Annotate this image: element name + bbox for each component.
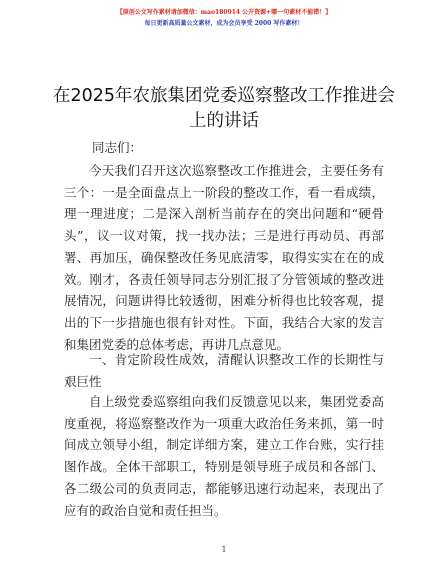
- body-paragraph-2: 自上级党委巡察组向我们反馈意见以来，集团党委高度重视，将巡察整改作为一项重大政治任务来抓，第一时间成立领导小组，制定详细方案，建立工作台账，实行挂图作战。全体干部职工，特别是领导班子成员和各部门、各二级公司的负责同志，都能够迅速行动起来，表现出了应有的政治自觉和责任担当。: [64, 394, 384, 518]
- document-title: 在2025年农旅集团党委巡察整改工作推进会上的讲话: [52, 86, 396, 131]
- page-number: 1: [221, 545, 227, 554]
- body-paragraph-1: 今天我们召开这次巡察整改工作推进会，主要任务有三个：一是全面盘点上一阶段的整改工作，看一看成绩，理一理进度；二是深入剖析当前存在的突出问题和“硬骨头”，议一议对策，找一找办法；三是进行再动员、再部署、再加压，确保整改任务见底清零，取得实实在在的成效。刚才，各责任领导同志分别汇报了分管领域的整改进展情况，问题讲得比较透彻，困难分析得也比较客观，提出的下一步措施也很有针对性。下面，我结合大家的发言和集团党委的总体考虑，再讲几点意见。: [64, 163, 384, 352]
- section-heading-1: 一、肯定阶段性成效，清醒认识整改工作的长期性与艰巨性: [64, 352, 384, 389]
- subscribe-banner-text: 每日更新高质量公文素材，成为会员享受 2000 写作素材！: [144, 20, 304, 27]
- promo-banner-text: 【原创公文写作素材请加微信：mao180914 公开资源+哪一句素材不能错！】: [116, 9, 332, 16]
- salutation: 同志们：: [92, 140, 143, 155]
